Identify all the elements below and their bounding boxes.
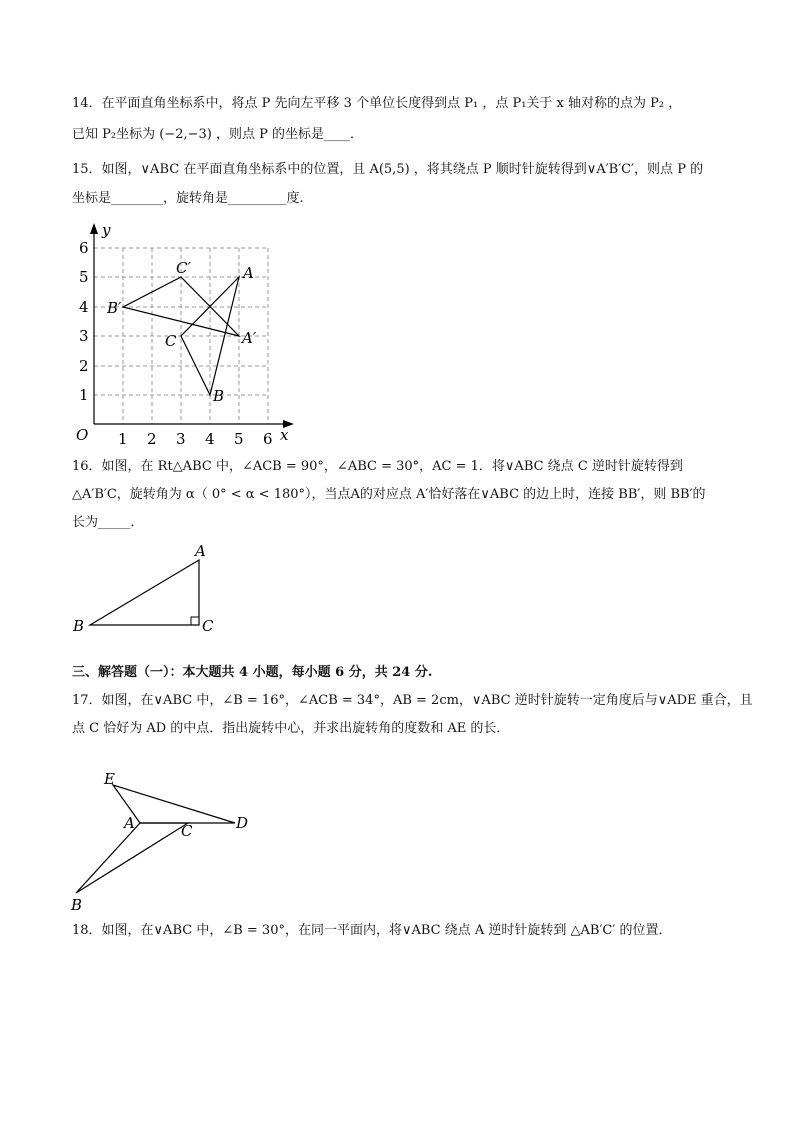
y-tick: 2 xyxy=(79,357,89,375)
point-b-label: B xyxy=(213,387,225,405)
x-axis-label: x xyxy=(280,426,289,444)
q16-line3: 长为_____． xyxy=(72,515,144,530)
y-tick: 6 xyxy=(79,239,89,257)
section-three-heading: 三、解答题（一）：本大题共 4 小题，每小题 6 分，共 24 分. xyxy=(72,665,433,680)
point-b-label: B xyxy=(73,617,85,635)
x-tick: 5 xyxy=(234,430,244,448)
point-c-label: C xyxy=(202,617,214,635)
q17-line1: 17．如图，在∨ABC 中，∠B = 16°，∠ACB = 34°，AB = 2cm，∨ABC 逆时针旋转一定角度后与∨ADE 重合，且 xyxy=(72,693,753,708)
fig17-rotation-figure xyxy=(68,768,258,913)
q17-line2: 点 C 恰好为 AD 的中点．指出旋转中心，并求出旋转角的度数和 AE 的长． xyxy=(72,721,510,736)
point-c-label: C xyxy=(165,332,177,350)
x-tick: 4 xyxy=(205,430,215,448)
point-c-label: C xyxy=(181,822,193,840)
point-c1-label: C′ xyxy=(176,259,191,277)
y-tick: 1 xyxy=(79,386,89,404)
point-a-label: A xyxy=(243,264,254,282)
q16-line1: 16．如图，在 Rt△ABC 中，∠ACB = 90°，∠ABC = 30°，AC = 1．将∨ABC 绕点 C 逆时针旋转得到 xyxy=(72,459,683,474)
x-tick: 3 xyxy=(176,430,186,448)
origin-label: O xyxy=(76,426,89,444)
x-tick: 1 xyxy=(118,430,128,448)
x-tick: 2 xyxy=(147,430,157,448)
q18-line1: 18．如图，在∨ABC 中，∠B = 30°，在同一平面内，将∨ABC 绕点 A 逆时针旋转到 △AB′C′ 的位置． xyxy=(72,923,672,938)
y-tick: 4 xyxy=(79,298,89,316)
point-a-label: A xyxy=(195,542,206,560)
y-tick: 3 xyxy=(79,327,89,345)
point-b-label: B xyxy=(71,896,83,913)
q15-line2: 坐标是________，旋转角是_________度. xyxy=(72,191,304,206)
point-d-label: D xyxy=(236,814,249,832)
fig15-coordinate-figure xyxy=(72,218,302,448)
y-tick: 5 xyxy=(79,268,89,286)
triangle-abc xyxy=(76,823,188,893)
point-a1-label: A′ xyxy=(242,329,257,347)
point-e-label: E xyxy=(104,770,115,788)
point-a-label: A xyxy=(124,814,135,832)
q14-line2: 已知 P₂坐标为 (−2,−3) ，则点 P 的坐标是____． xyxy=(72,127,363,142)
fig16-right-triangle xyxy=(70,540,230,640)
point-b1-label: B′ xyxy=(107,299,122,317)
x-tick: 6 xyxy=(263,430,273,448)
q14-line1: 14．在平面直角坐标系中，将点 P 先向左平移 3 个单位长度得到点 P₁ ，点 P₁关于 x 轴对称的点为 P₂ ， xyxy=(72,96,682,111)
y-axis-label: y xyxy=(102,221,111,239)
q16-line2: △A′B′C，旋转角为 α（ 0° < α < 180°），当点A的对应点 A′恰好落在∨ABC 的边上时，连接 BB′，则 BB′的 xyxy=(72,487,706,502)
q15-line1: 15．如图，∨ABC 在平面直角坐标系中的位置，且 A(5,5) ，将其绕点 P 顺时针旋转得到∨A′B′C′，则点 P 的 xyxy=(72,162,704,177)
